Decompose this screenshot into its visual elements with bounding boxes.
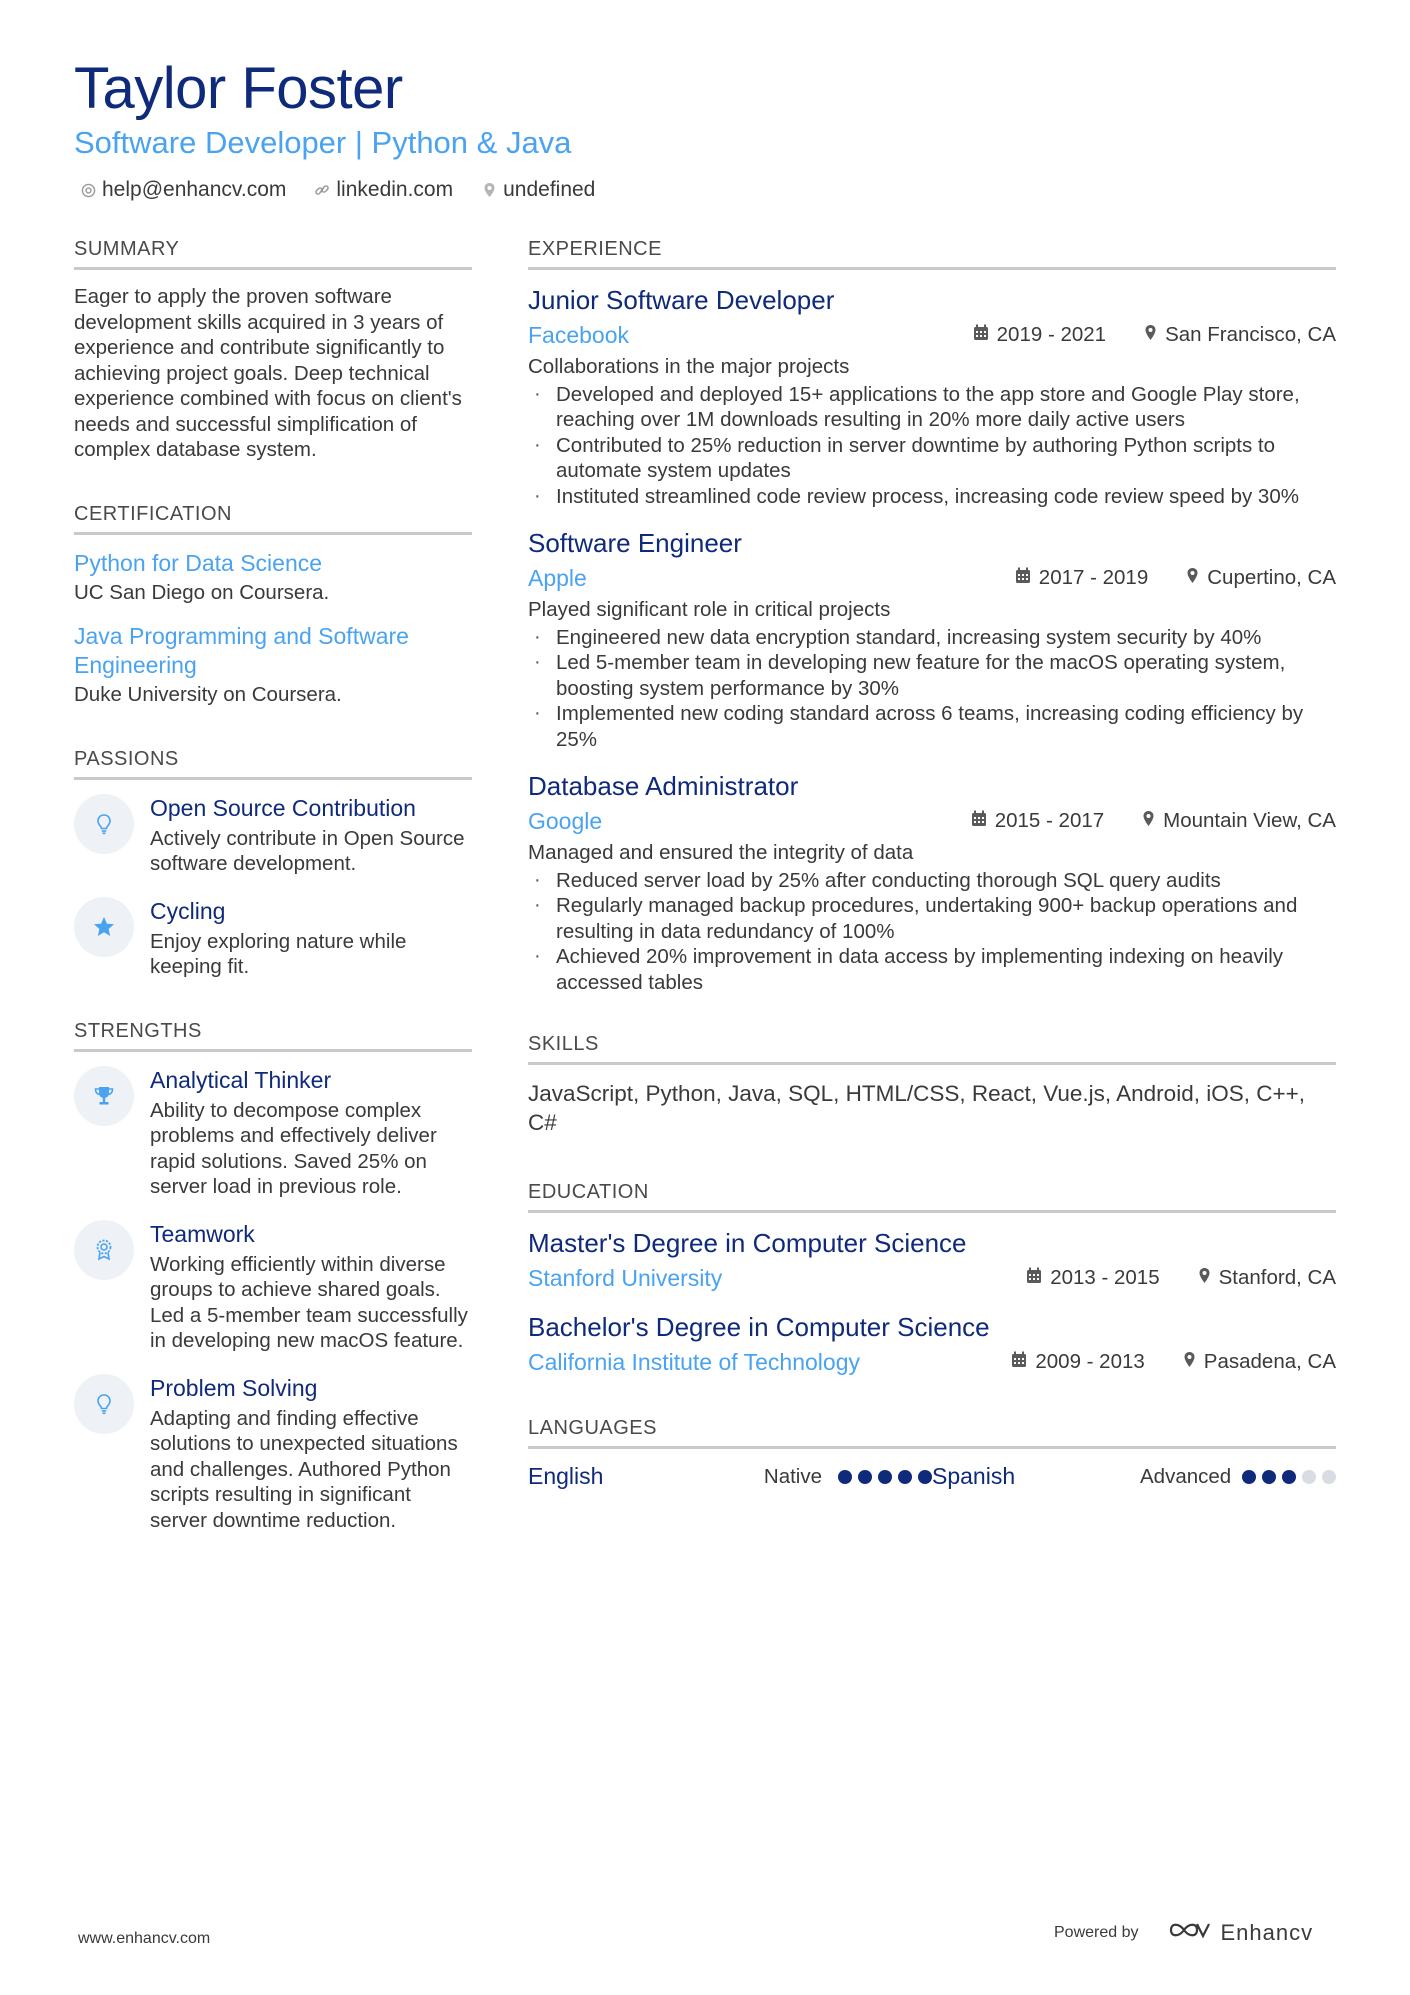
location-pin-icon — [1186, 566, 1199, 590]
rating-dot-empty — [1322, 1470, 1336, 1484]
job-bullet: · Reduced server load by 25% after conducting thorough SQL query audits — [528, 868, 1336, 894]
contact-location-text: undefined — [503, 178, 596, 201]
certification-heading: CERTIFICATION — [74, 503, 472, 535]
star-icon — [74, 897, 134, 957]
job-bullets — [528, 625, 1336, 753]
job-dates: 2019 - 2021 — [996, 323, 1107, 346]
language-level: Advanced — [1140, 1464, 1232, 1488]
trophy-icon — [74, 1066, 134, 1126]
education-location: Pasadena, CA — [1203, 1350, 1336, 1373]
job-description: Managed and ensured the integrity of data — [528, 841, 914, 864]
strength-item — [74, 1066, 472, 1200]
education-school: California Institute of Technology — [528, 1349, 860, 1375]
language-name: Spanish — [932, 1463, 1016, 1489]
education-entry — [528, 1311, 1336, 1377]
strength-title: Problem Solving — [150, 1374, 318, 1401]
education-dates: 2013 - 2015 — [1050, 1266, 1160, 1289]
rating-dot-filled — [878, 1470, 892, 1484]
rating-dot-filled — [838, 1470, 852, 1484]
strength-title: Analytical Thinker — [150, 1066, 332, 1093]
job-title: Software Engineer — [528, 528, 742, 558]
powered-by-label: Powered by — [1054, 1924, 1139, 1941]
job-dates: 2015 - 2017 — [994, 809, 1105, 832]
languages-heading: LANGUAGES — [528, 1417, 1336, 1449]
job-title: Database Administrator — [528, 771, 799, 801]
language-item — [528, 1463, 932, 1490]
passion-desc: Enjoy exploring nature while keeping fit. — [150, 929, 407, 978]
skills-heading: SKILLS — [528, 1033, 1336, 1065]
certification-item — [74, 622, 472, 708]
footer-website[interactable]: www.enhancv.com — [78, 1930, 211, 1947]
job-entry — [528, 284, 1336, 509]
lightbulb-icon — [74, 1374, 134, 1434]
link-icon — [314, 182, 330, 198]
job-bullet: · Achieved 20% improvement in data access by implementing indexing on heavily accessed tables — [528, 944, 1336, 995]
experience-heading: EXPERIENCE — [528, 238, 1336, 270]
passion-desc: Actively contribute in Open Source software development. — [150, 826, 465, 875]
skills-text: JavaScript, Python, Java, SQL, HTML/CSS, React, Vue.js, Android, iOS, C++, C# — [528, 1081, 1305, 1135]
language-level: Native — [763, 1464, 822, 1488]
candidate-subtitle: Software Developer | Python & Java — [74, 125, 572, 160]
strength-title: Teamwork — [150, 1220, 255, 1247]
job-location: Cupertino, CA — [1207, 566, 1336, 589]
passions-heading: PASSIONS — [74, 748, 472, 780]
rating-dot-filled — [898, 1470, 912, 1484]
job-bullets — [528, 868, 1336, 996]
footer-branding — [1054, 1918, 1313, 1948]
strength-item — [74, 1220, 472, 1354]
certification-name: Python for Data Science — [74, 549, 323, 576]
job-bullet: · Engineered new data encryption standard, increasing system security by 40% — [528, 625, 1336, 651]
rating-dot-filled — [1262, 1470, 1276, 1484]
summary-text: Eager to apply the proven software development skills acquired in 3 years of experience and contribute significantly to achieving project goals. Deep technical experience combined with focus on client's needs and successful simplification of complex database system. — [74, 285, 462, 461]
job-company: Google — [528, 808, 603, 834]
strengths-heading: STRENGTHS — [74, 1020, 472, 1052]
award-icon — [74, 1220, 134, 1280]
strength-desc: Working efficiently within diverse groups to achieve shared goals. Led a 5-member team successfully in developing new macOS feature. — [150, 1252, 468, 1352]
job-dates: 2017 - 2019 — [1038, 566, 1149, 589]
location-pin-icon — [481, 182, 497, 198]
location-pin-icon — [1142, 809, 1155, 833]
lightbulb-icon — [74, 794, 134, 854]
left-column — [74, 238, 472, 1553]
strengths-list — [74, 1066, 472, 1534]
job-description: Played significant role in critical projects — [528, 598, 891, 621]
location-pin-icon — [1144, 323, 1157, 347]
language-rating — [838, 1470, 932, 1484]
job-bullet: · Contributed to 25% reduction in server downtime by authoring Python scripts to automate system updates — [528, 433, 1336, 484]
summary-heading: SUMMARY — [74, 238, 472, 270]
education-location: Stanford, CA — [1218, 1266, 1336, 1289]
job-bullets — [528, 382, 1336, 510]
job-entry — [528, 527, 1336, 752]
right-column — [528, 238, 1336, 1490]
location-pin-icon — [1183, 1350, 1196, 1374]
passion-item — [74, 794, 472, 877]
rating-dot-filled — [1242, 1470, 1256, 1484]
certification-item — [74, 549, 472, 606]
certification-org: Duke University on Coursera. — [74, 682, 342, 706]
passion-title: Open Source Contribution — [150, 794, 416, 821]
job-bullet: · Developed and deployed 15+ applications to the app store and Google Play store, reaching over 1M downloads resulting in 20% more daily active users — [528, 382, 1336, 433]
calendar-icon — [1015, 566, 1031, 590]
education-school: Stanford University — [528, 1265, 723, 1291]
education-entry — [528, 1227, 1336, 1293]
passions-list — [74, 794, 472, 980]
strength-item — [74, 1374, 472, 1534]
job-bullet: · Regularly managed backup procedures, undertaking 900+ backup operations and resulting in data redundancy of 100% — [528, 893, 1336, 944]
strength-desc: Ability to decompose complex problems and effectively deliver rapid solutions. Saved 25% on server load in previous role. — [150, 1098, 437, 1198]
brand-name: Enhancv — [1220, 1920, 1314, 1945]
job-bullet: · Instituted streamlined code review process, increasing code review speed by 30% — [528, 484, 1336, 510]
job-entry — [528, 770, 1336, 995]
job-description: Collaborations in the major projects — [528, 355, 850, 378]
contact-email-text: help@enhancv.com — [102, 178, 287, 201]
contact-linkedin-text: linkedin.com — [336, 178, 454, 201]
calendar-icon — [1011, 1350, 1027, 1374]
education-heading: EDUCATION — [528, 1181, 1336, 1213]
education-degree: Master's Degree in Computer Science — [528, 1228, 967, 1258]
rating-dot-filled — [918, 1470, 932, 1484]
contact-email[interactable] — [80, 178, 286, 202]
calendar-icon — [1026, 1266, 1042, 1290]
contact-bar — [80, 178, 595, 202]
location-pin-icon — [1198, 1266, 1211, 1290]
language-rating — [1242, 1470, 1336, 1484]
language-name: English — [528, 1463, 604, 1489]
education-dates: 2009 - 2013 — [1035, 1350, 1145, 1373]
at-icon — [80, 182, 96, 198]
job-company: Facebook — [528, 322, 630, 348]
education-degree: Bachelor's Degree in Computer Science — [528, 1312, 990, 1342]
certification-name: Java Programming and Software Engineering — [74, 622, 409, 678]
calendar-icon — [971, 809, 987, 833]
language-item — [932, 1463, 1336, 1490]
passion-item — [74, 897, 472, 980]
languages-list — [528, 1463, 1336, 1490]
brand-logo[interactable] — [1167, 1918, 1314, 1948]
job-location: Mountain View, CA — [1163, 809, 1336, 832]
job-bullet: · Implemented new coding standard across 6 teams, increasing coding efficiency by 25% — [528, 701, 1336, 752]
passion-title: Cycling — [150, 897, 226, 924]
job-company: Apple — [528, 565, 587, 591]
certification-org: UC San Diego on Coursera. — [74, 580, 330, 604]
rating-dot-filled — [858, 1470, 872, 1484]
strength-desc: Adapting and finding effective solutions to unexpected situations and challenges. Authored Python scripts resulting in significant server downtime reduction. — [150, 1406, 458, 1532]
calendar-icon — [973, 323, 989, 347]
job-bullet: · Led 5-member team in developing new feature for the macOS operating system, boosting system performance by 30% — [528, 650, 1336, 701]
certification-list — [74, 549, 472, 708]
rating-dot-filled — [1282, 1470, 1296, 1484]
enhancv-logo-icon — [1167, 1918, 1213, 1948]
rating-dot-empty — [1302, 1470, 1316, 1484]
job-location: San Francisco, CA — [1165, 323, 1336, 346]
job-title: Junior Software Developer — [528, 285, 835, 315]
candidate-name: Taylor Foster — [74, 56, 403, 121]
contact-linkedin[interactable] — [314, 178, 453, 202]
contact-location — [481, 178, 595, 202]
